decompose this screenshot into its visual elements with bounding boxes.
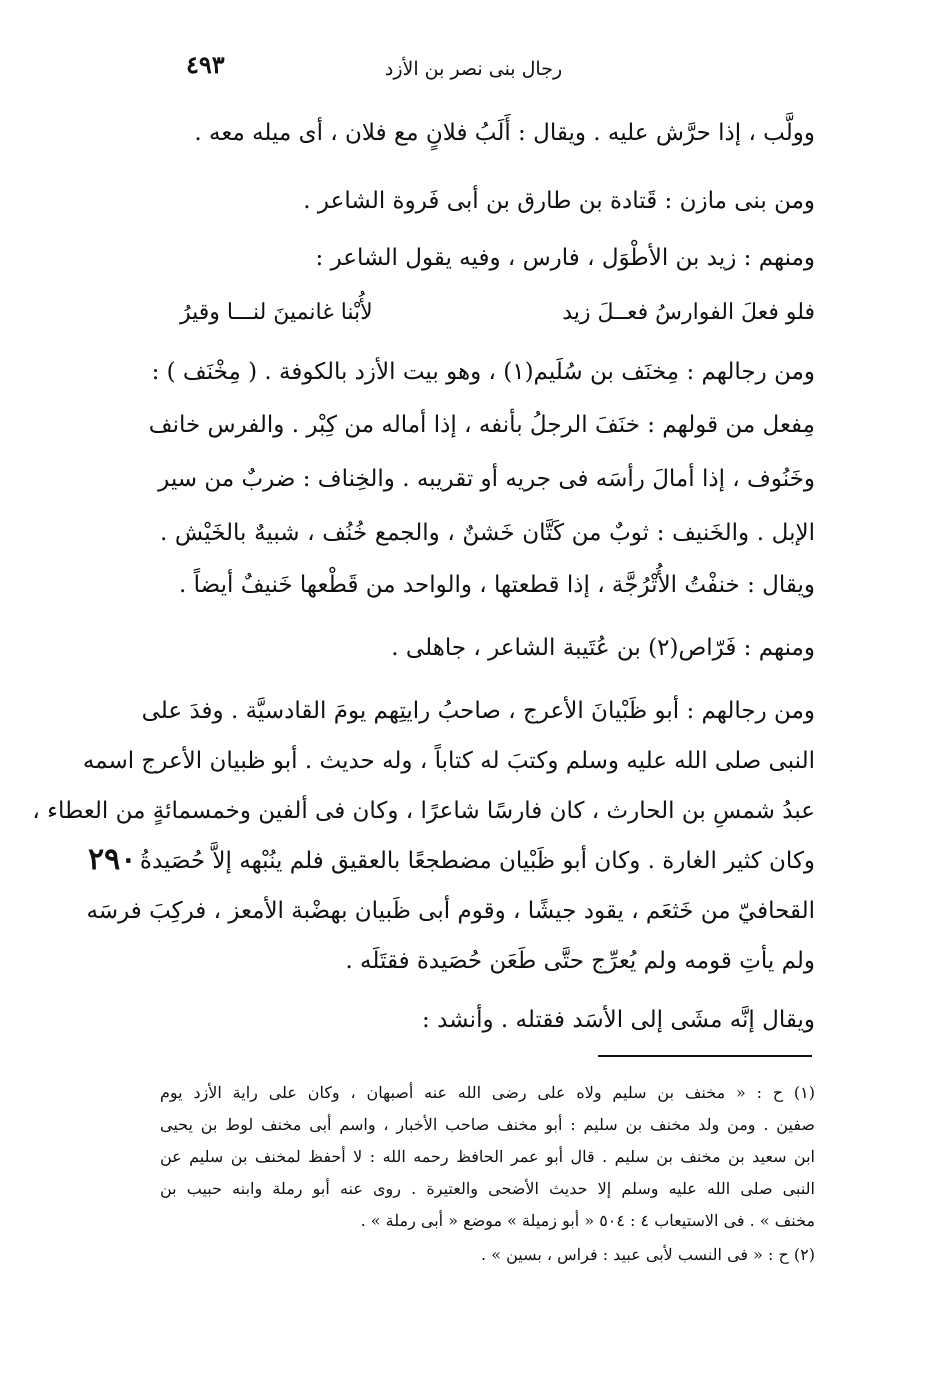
- paragraph-line: عبدُ شمسِ بن الحارث ، كان فارسًا شاعرًا ، وكان فى ألفين وخمسمائةٍ من العطاء ،: [32, 798, 815, 824]
- footnote-line: النبى صلى الله عليه وسلم إلا حديث الأضحى والعتيرة . روى عنه أبو رملة وابنه حبيب بن: [160, 1179, 815, 1198]
- verse-second-hemistich: لأُبْنا غانمينَ لنـــا وقيرُ: [180, 300, 373, 325]
- page-number: ٤٩٣: [186, 50, 225, 79]
- text-line: ومنهم : فَرّاص(٢) بن عُتَيبة الشاعر ، جاهلى .: [391, 635, 815, 661]
- margin-number: ٢٩٠: [88, 842, 137, 877]
- footnote-line: (٢) ح : « فى النسب لأبى عبيد : فراس ، بسين » .: [481, 1245, 815, 1264]
- paragraph-line: ولم يأتِ قومه ولم يُعرِّج حتَّى طَعَن حُصَيدة فقتَلَه .: [345, 948, 815, 974]
- running-header: رجال بنى نصر بن الأزد: [384, 58, 563, 80]
- text-line: ومن بنى مازن : قَتادة بن طارق بن أبى فَروة الشاعر .: [303, 188, 815, 214]
- paragraph-line: وكان كثير الغارة . وكان أبو ظَبْيان مضطجعًا بالعقيق فلم ينُبْهه إلاَّ حُصَيدةُ: [139, 848, 815, 874]
- paragraph-line: وخَنُوف ، إذا أمالَ رأسَه فى جريه أو تقريبه . والخِناف : ضربٌ من سير: [158, 466, 815, 492]
- text-line: وولَّب ، إذا حرَّش عليه . ويقال : أَلَبُ فلانٍ مع فلان ، أى ميله معه .: [194, 120, 815, 146]
- footnote-separator: [598, 1055, 812, 1057]
- paragraph-line: الإبل . والخَنيف : ثوبٌ من كَتَّان خَشنٌ ، والجمع خُنُف ، شبيهٌ بالخَيْش .: [160, 520, 815, 546]
- verse-first-hemistich: فلو فعلَ الفوارسُ فعــلَ زيد: [562, 300, 815, 325]
- footnote-line: ابن سعيد بن مخنف بن سليم . قال أبو عمر الحافظ رحمه الله : لا أحفظ لمخنف بن سليم عن: [160, 1147, 815, 1166]
- text-line: ويقال إنَّه مشَى إلى الأسَد فقتله . وأنشد :: [422, 1007, 815, 1033]
- footnote-line: مخنف » . فى الاستيعاب ٤ : ٥٠٤ « أبو زميلة » موضع « أبى رملة » .: [360, 1211, 815, 1230]
- paragraph-line: مِفعل من قولهم : خنَفَ الرجلُ بأنفه ، إذا أماله من كِبْر . والفرس خانف: [148, 412, 815, 438]
- paragraph-line: ومن رجالهم : أبو ظَبْيانَ الأعرج ، صاحبُ رايتِهم يومَ القادسيَّة . وفدَ على: [141, 698, 815, 724]
- paragraph-line: النبى صلى الله عليه وسلم وكتبَ له كتاباً ، وله حديث . أبو ظبيان الأعرج اسمه: [82, 748, 815, 774]
- paragraph-line: القحافيّ من خَثعَم ، يقود جيشًا ، وقوم أبى ظَبيان بهضْبة الأمعز ، فركِبَ فرسَه: [86, 898, 815, 924]
- footnote-line: صفين . ومن ولد مخنف بن سليم : أبو مخنف صاحب الأخبار ، واسم أبى مخنف لوط بن يحيى: [160, 1115, 815, 1134]
- paragraph-line: ومن رجالهم : مِخنَف بن سُلَيم(١) ، وهو بيت الأزد بالكوفة . ( مِخْنَف ) :: [151, 359, 815, 385]
- text-line: ومنهم : زيد بن الأطْوَل ، فارس ، وفيه يقول الشاعر :: [315, 245, 815, 271]
- paragraph-line: ويقال : خنفْتُ الأُتْرُجَّة ، إذا قطعتها ، والواحد من قَطْعها خَنيفٌ أيضاً .: [179, 572, 815, 598]
- footnote-line: (١) ح : « مخنف بن سليم ولاه على رضى الله عنه أصبهان ، وكان على راية الأزد يوم: [160, 1083, 815, 1102]
